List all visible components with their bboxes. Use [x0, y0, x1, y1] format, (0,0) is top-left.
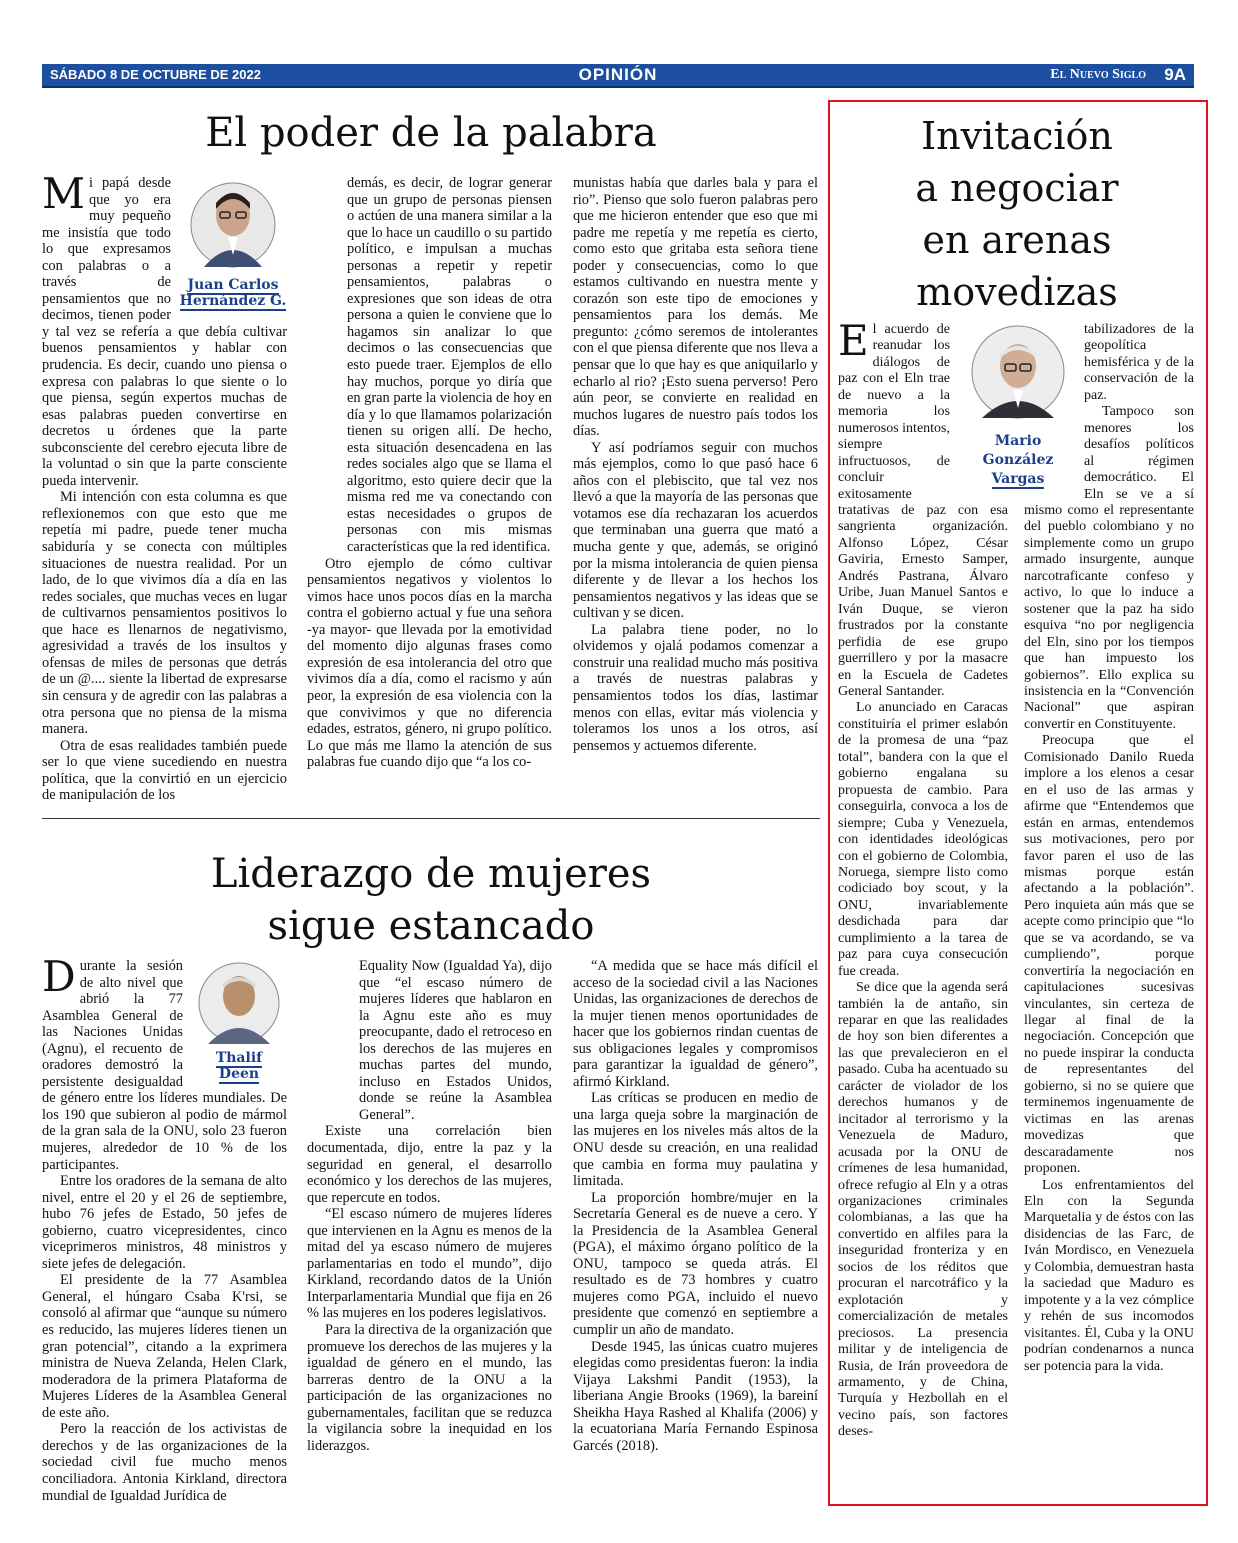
article-2-paragraph: Para la directiva de la organización que promueve los derechos de las mujeres y la igualdad de género en el mundo, las barreras dentro de la ONU a la participación de las organizaciones no gubernamentales, facilitan que se reduzca la vigilancia sobre la inequidad en los liderazgos. [307, 1322, 552, 1454]
article-2-paragraph: Entre los oradores de la semana de alto nivel, entre el 20 y el 26 de septiembre, hubo 76 jefes de Estado, 50 jefes de gobierno, cuatro vicepresidentes, cinco viceprimeros ministros, 48 ministros y siete jefes de delegación. [42, 1173, 287, 1272]
article-3-paragraph: Los enfrentamientos del Eln con la Segunda Marquetalia y de éstos con las disidencias de las Farc, de Iván Mordisco, en Venezuela y Colombia, demuestran hasta la saciedad que Maduro es impotente y a la vez cómplice y rehén de sus incomodos visitantes. Él, Cuba y la ONU podrían condenarnos a nunca ser potencia para la vida. [1024, 1177, 1194, 1374]
issue-date: SÁBADO 8 DE OCTUBRE DE 2022 [50, 67, 261, 82]
article-3-paragraph: Tampoco son menores los desafíos políticos al régimen democrático. El Eln se ve a sí mismo como el representante del pueblo colombiano y no simplemente como un grupo armado insurgente, aunque narcotraficante confeso y activo, lo que lo induce a sostener que la paz ha sido esquiva “no por negligencia del Eln, sino por los tiempos que han impuesto los gobiernos”. Ello explica su insistencia en la “Convención Nacional” que aspiran convertir en Constituyente. [1024, 404, 1194, 732]
article-1-column-1 [42, 169, 287, 804]
article-3-paragraph: tabilizadores de la geopolítica hemisférica y de la conservación de la paz. [1084, 322, 1194, 403]
article-2-column-1 [42, 952, 287, 1504]
article-1-paragraph: Otra de esas realidades también puede ser lo que viene sucediendo en nuestra política, que la convirtió en un ejercicio de manipulación de los [42, 737, 287, 804]
newspaper-name: El Nuevo Siglo [1050, 67, 1146, 82]
article-2-paragraph: El presidente de la 77 Asamblea General, el húngaro Csaba K'rsi, se consoló al afirmar que “aunque su número es reducido, las mujeres líderes tienen un gran potencial”, citando a la exprimera ministra de Nueva Zelanda, Helen Clark, moderadora de la primera Plataforma de Mujeres Líderes de la Asamblea General de este año. [42, 1272, 287, 1421]
article-2-paragraph: Durante la sesión de alto nivel que abrió la 77 Asamblea General de las Naciones Unidas (Agnu), el recuento de oradores demostró la persistente desigualdad de género entre los líderes mundiales. De los 190 que subieron al podio de mármol de la gran sala de la ONU, solo 23 fueron mujeres, alrededor de 10 % de los participantes. [42, 952, 287, 1173]
article-3-paragraph: El acuerdo de reanudar los diálogos de paz con el Eln trae de nuevo a la memoria los numerosos intentos, siempre infructuosos, de concluir exitosamente tratativas de paz con esa sangrienta organización. Alfonso López, César Gaviria, Ernesto Samper, Andrés Pastrana, Álvaro Uribe, Juan Manuel Santos e Iván Duque, se vieron frustrados por la constante perfidia de ese grupo guerrillero y por la masacre en la Escuela de Cadetes General Santander. [838, 316, 1008, 699]
article-1-column-2 [307, 175, 552, 800]
article-2-paragraph: Las críticas se producen en medio de una larga queja sobre la marginación de las mujeres en los niveles más altos de la ONU desde su creación, en una realidad que cambia en forma muy paulatina y limitada. [573, 1090, 818, 1190]
article-2-paragraph: Pero la reacción de los activistas de derechos y de las organizaciones de la sociedad civil fue mucho menos conciliadora. Antonia Kirkland, directora mundial de Igualdad Jurídica de [42, 1421, 287, 1504]
article-1-paragraph: Y así podríamos seguir con muchos más ejemplos, como lo que pasó hace 6 años con el plebiscito, que tal vez nos llevó a que la mayoría de las personas que votamos ese día rechazaran los acuerdos que terminaban una guerra que mató a mucha gente y que, además, se originó por la misma intolerancia de quien piensa diferente y de llevar a los hechos los pensamientos negativos y las ideas que se cultivan y se dicen. [573, 439, 818, 622]
article-3-paragraph: Se dice que la agenda será también la de antaño, sin reparar en que las realidades de hoy son bien diferentes a las que prevalecieron en el pasado. Cuba ha acentuado su carácter de violador de los derechos humanos y de incitador al terrorismo y la Venezuela de Maduro, acusada por la ONU de crímenes de lesa humanidad, ofrece refugio al Eln y a otras organizaciones criminales colombianas, a las que ha convertido en alfiles para la inseguridad fronteriza y en socios de los réditos que procuran el narcotráfico y la explotación y comercialización de metales preciosos. La presencia militar y de inteligencia de Rusia, de Irán proveedora de armamento, y de China, Turquía y Hezbollah en el vecino país, son factores deses- [838, 980, 1008, 1440]
author-name: Mario González Vargas [982, 433, 1054, 487]
article-2-title: Liderazgo de mujeres sigue estancado [210, 851, 652, 949]
article-2-paragraph: Desde 1945, las únicas cuatro mujeres elegidas como presidentas fueron: la india Vijaya Lakshmi Pandit (1953), la liberiana Angie Brooks (1969), la bareiní Sheikha Haya Rashed al Khalifa (2006) y la ecuatoriana María Fernando Espinosa Garcés (2018). [573, 1338, 818, 1454]
drop-cap: E [838, 316, 869, 365]
drop-cap: D [42, 952, 76, 1001]
article-2-column-2 [307, 958, 552, 1493]
section-title: OPINIÓN [578, 65, 658, 84]
article-1-paragraph: Otro ejemplo de cómo cultivar pensamientos negativos y violentos lo vimos hace unos pocos días en la marcha contra el gobierno actual y fue una señora -ya mayor- que llevada por la emotividad del momento dijo algunas frases como expresión de esa intolerancia del otro que vivimos día a día, como el racismo y aún peor, la expresión de esa violencia con la que convivimos y que no diferencia edades, estratos, género, ni grupo político. Lo que más me llamo la atención de sus palabras fue cuando dijo que “a los co- [307, 555, 552, 771]
article-3-title: Invitación a negociar en arenas movedizas [915, 114, 1119, 314]
article-1-paragraph: demás, es decir, de lograr generar que un grupo de personas piensen o actúen de una manera similar a la que lo hace un caudillo o su partido político, e impulsan a muchas personas a repetir y repetir pensamientos, palabras o expresiones que son ideas de otra persona a quien le conviene que lo hagamos sin analizar lo que decimos o las consecuencias que esto puede traer. Ejemplos de ello hay muchos, porque yo diría que en gran parte la violencia de hoy en día y lo que llamamos polarización tienen su origen allí. De hecho, esta situación desencadena en las redes sociales algo que se llama el algoritmo, esto quiere decir que la misma red me va conectando con estas necesidades o grupos de personas con mis mismas características que la red identifica. [347, 175, 553, 556]
article-1-title: El poder de la palabra [205, 110, 657, 156]
article-2-paragraph: Existe una correlación bien documentada, dijo, entre la paz y la seguridad en general, el desarrollo económico y los derechos de las mujeres, que repercute en todos. [307, 1123, 552, 1206]
article-2-column-3 [573, 958, 818, 1493]
article-2-paragraph: Equality Now (Igualdad Ya), dijo que “el escaso número de mujeres líderes que hablaron en la Agnu este año es muy preocupante, dado el retroceso en los derechos de las mujeres en muchas partes del mundo, incluso en Estados Unidos, donde se reúne la Asamblea General”. [359, 958, 552, 1123]
article-1-paragraph: Mi papá desde que yo era muy pequeño me insistía que todo lo que expresamos con palabras o a través de pensamientos que no decimos, tienen poder y tal vez se refería a que debía cultivar buenos pensamientos y hablar con prudencia. Es decir, cuando uno piensa o expresa con palabras lo que siente o lo que piensa, según expertos muchas de esas palabras pueden convertirse en decretos u órdenes que la parte subconsciente del cerebro ejecuta libre de la voluntad o sin que la parte consciente pueda intervenir. [42, 169, 287, 489]
article-1-column-3 [573, 175, 818, 800]
article-3-column-2 [1024, 322, 1194, 1494]
article-1-paragraph: Mi intención con esta columna es que reflexionemos con que esto que me repetía mi padre, puede tener mucha sabiduría y se conecta con múltiples situaciones de nuestra realidad. Por un lado, de lo que vivimos día a día en las redes sociales, que muchas veces en lugar de cultivarnos pensamientos positivos lo que hace es llenarnos de negativismo, agresividad a través de los insultos y ofensas de miles de personas que detrás de un @.... siente la libertad de expresarse sin censura y de agredir con las palabras a otra persona que no piensa de la misma manera. [42, 489, 287, 738]
author-name: Thalif Deen [215, 1050, 263, 1082]
page-header-bar [42, 64, 1194, 88]
article-1-paragraph: munistas había que darles bala y para el rio”. Pienso que solo fueron palabras pero que me hicieron entender que eso que mi padre me repetía y me repetía es cierto, como esto que gritaba esta señora tiene poder y consecuencias, como lo que estamos cultivando en nuestra mente y corazón son este tipo de emociones y pensamientos para los demás. Me pregunto: ¿cómo seremos de intolerantes con el que piensa diferente que nos lleva a pensar que lo que hay es que aniquilarlo y echarlo al rio? ¡Esto suena perverso! Pero aún peor, se convierte en realidad en muchos lugares de nuestro país todos los días. [573, 175, 818, 440]
author-photo-block [191, 958, 287, 1082]
article-3-paragraph: Lo anunciado en Caracas constituiría el primer eslabón de la promesa de una “paz total”, bandera con la que el gobierno engalana su propuesta de cambio. Para conseguirla, convoca a los de siempre; Cuba y Venezuela, con identidades ideológicas con el gobierno de Colombia, Noruega, siempre listo como codiciado boy scout, y la ONU, invariablemente desdichada para dar cumplimiento a la tarea de paz para cuya consecución fue creada. [838, 700, 1008, 979]
author-photo-block [179, 175, 287, 309]
article-2-paragraph: “El escaso número de mujeres líderes que intervienen en la Agnu es menos de la mitad del ya escaso número de mujeres parlamentarias en todo el mundo”, dijo Kirkland, recordando datos de la Unión Interparlamentaria Mundial que fija en 26 % las mujeres en los poderes legislativos. [307, 1206, 552, 1322]
article-3-paragraph: Preocupa que el Comisionado Danilo Rueda implore a los elenos a cesar en el uso de las armas y afirme que “Entendemos que están en armas, entendemos sus motivaciones, pero por favor paren el uso de las mismas porque están afectando a la población”. Pero inquieta aún más que se acepte como principio que “lo que se va acordando, se va cumpliendo”, porque convertiría la negociación en capitulaciones sucesivas vinculantes, sin certeza de llegar al final de la negociación. Concepción que no puede inspirar la conducta de representantes del gobierno, si no se quiere que terminemos ingenuamente de victimas en las arenas movedizas que descaradamente nos proponen. [1024, 733, 1194, 1177]
author-name: Juan Carlos Hernández G. [179, 277, 287, 309]
article-2-paragraph: “A medida que se hace más difícil el acceso de la sociedad civil a las Naciones Unidas, las organizaciones de derechos de la mujer tienen menos oportunidades de hacer que los gobiernos rindan cuentas de sus obligaciones legales y compromisos para garantizar la igualdad de género”, afirmó Kirkland. [573, 958, 818, 1090]
author-portrait-icon [196, 958, 282, 1048]
article-1-paragraph: La palabra tiene poder, no lo olvidemos y ojalá podamos comenzar a construir una realidad mucho más positiva a través de nuestras palabras y pensamientos todos los días, lastimar menos con ellas, evitar más violencia y toleramos los unos a los otros, así pensemos y actuemos diferente. [573, 621, 818, 754]
page-number: 9A [1164, 65, 1186, 84]
article-divider [42, 818, 820, 819]
author-portrait-icon [190, 175, 276, 275]
article-3-column-1 [838, 316, 1008, 1494]
drop-cap: M [42, 169, 86, 218]
article-2-paragraph: La proporción hombre/mujer en la Secretaría General es de nueve a cero. Y la Presidencia de la Asamblea General (PGA), el máximo órgano político de la ONU, tampoco se queda atrás. El resultado es de 73 hombres y cuatro mujeres como PGA, incluido el nuevo presidente que comenzó en septiembre a cumplir un año de mandato. [573, 1189, 818, 1339]
